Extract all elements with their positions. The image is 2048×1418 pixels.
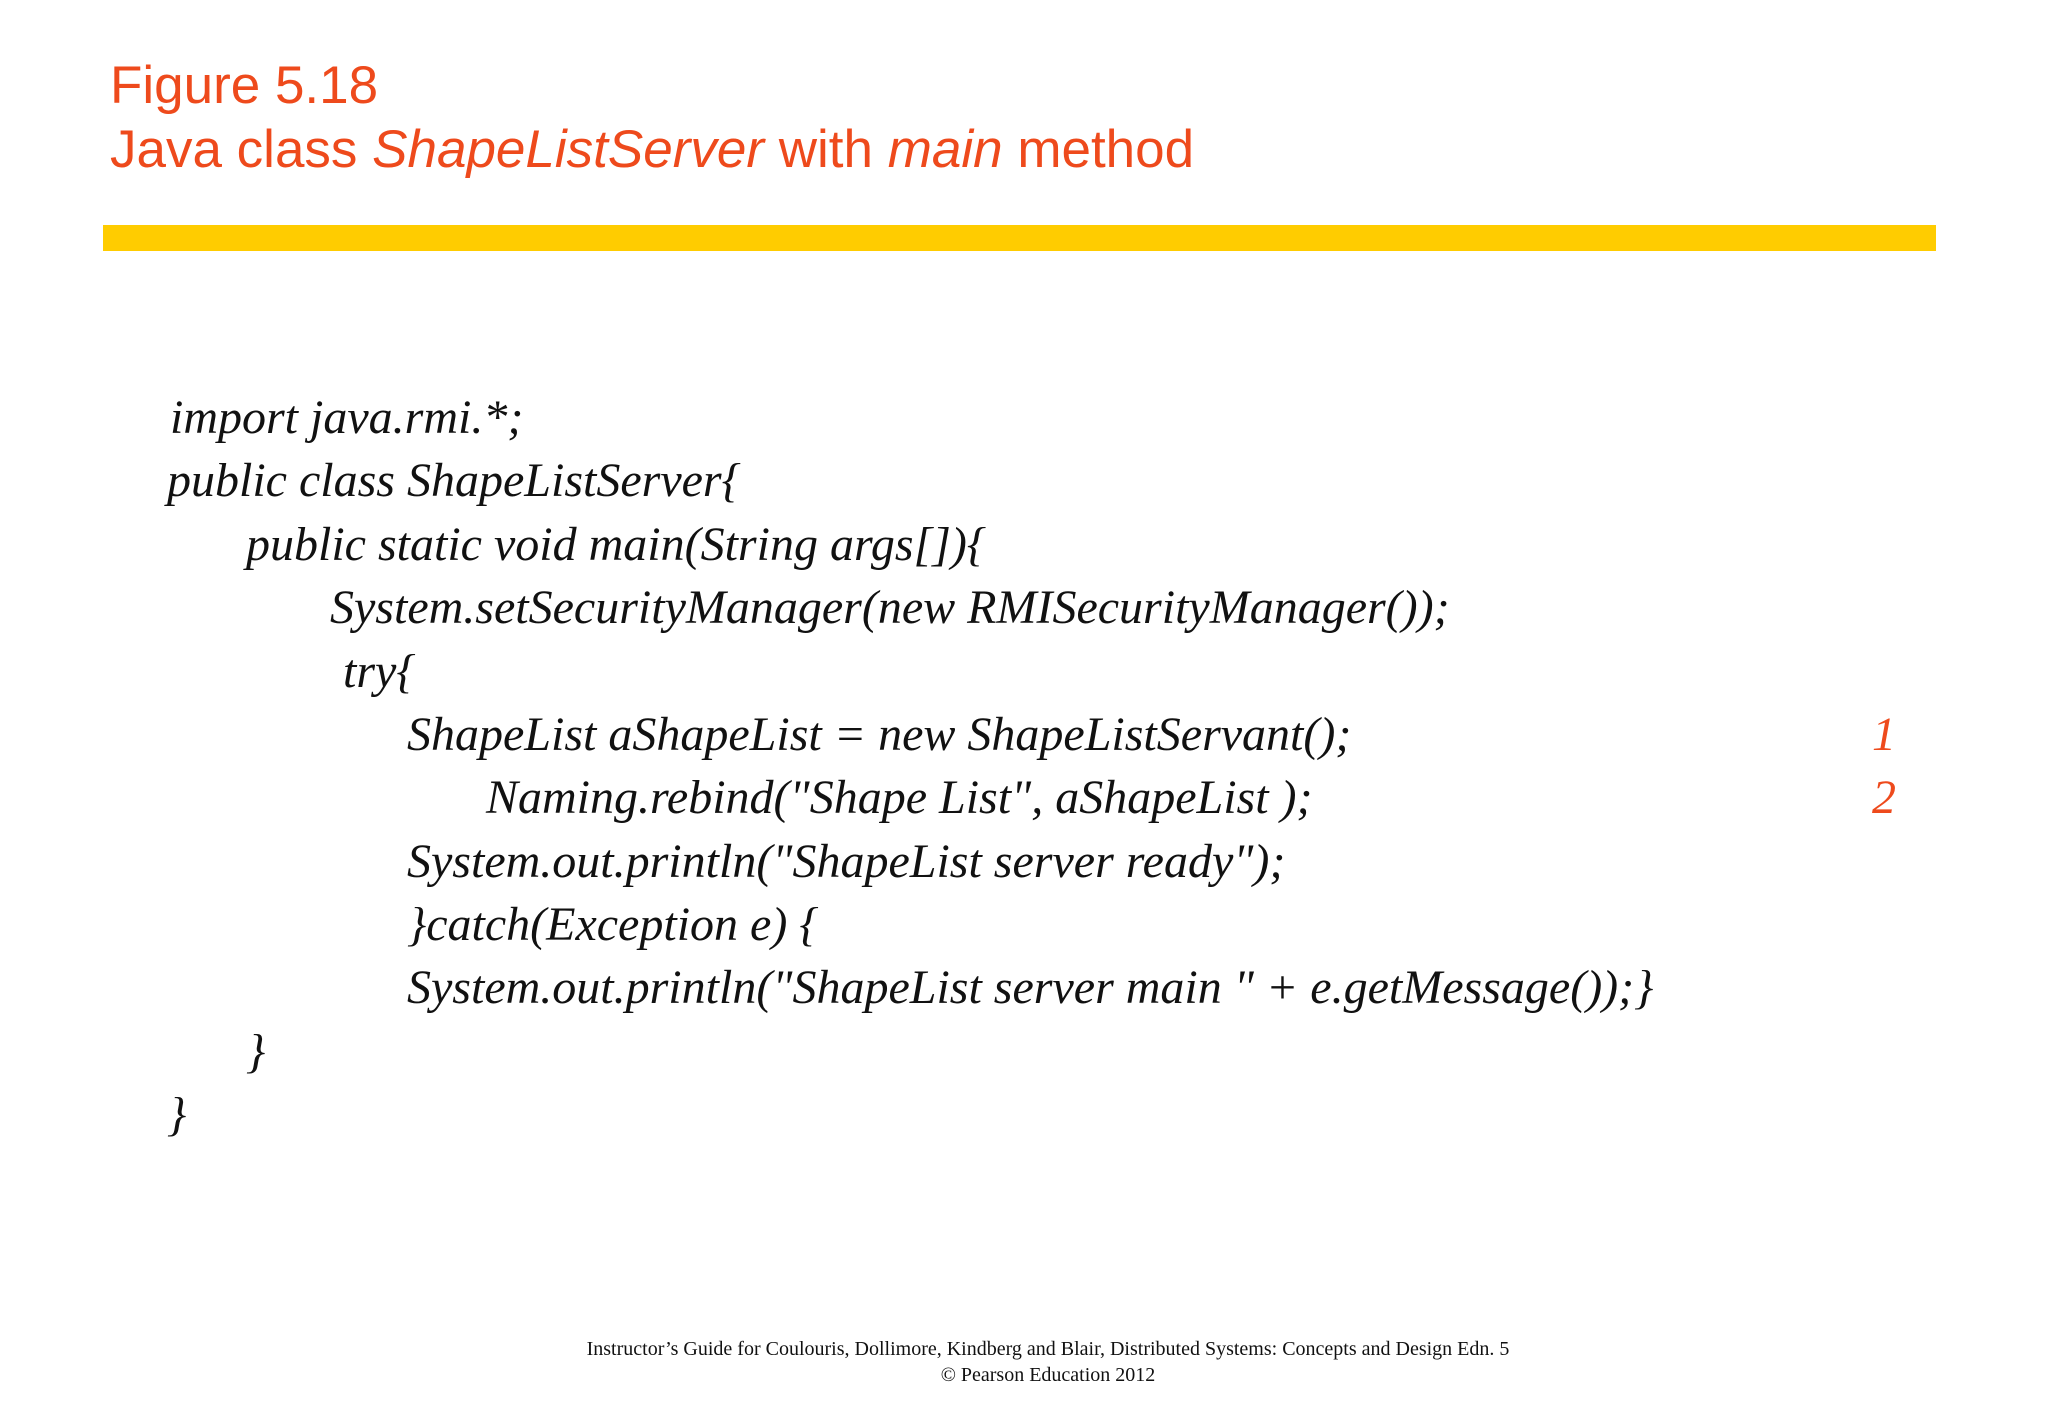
line-marker-2: 2 [1872,771,1896,824]
code-line-11: } [246,1025,266,1078]
code-line-2: public class ShapeListServer{ [167,454,741,507]
code-line-4: System.setSecurityManager(new RMISecurityManager()); [330,581,1450,634]
code-line-7: Naming.rebind("Shape List", aShapeList ); [486,771,1313,824]
code-line-3: public static void main(String args[]){ [246,518,987,571]
footer-citation: Instructor’s Guide for Coulouris, Dollimore, Kindberg and Blair, Distributed Systems: Concepts and Design Edn. 5 [586,1338,1510,1360]
figure-caption [110,118,1194,182]
footer [0,1336,2048,1388]
code-line-9: }catch(Exception e) { [407,898,819,951]
code-line-10: System.out.println("ShapeList server main " + e.getMessage());} [407,961,1654,1014]
line-marker-1: 1 [1872,708,1896,761]
caption-class-name: ShapeListServer [372,120,764,179]
caption-middle: with [764,120,888,179]
code-line-6: ShapeList aShapeList = new ShapeListServant(); [407,708,1352,761]
code-line-12: } [167,1088,187,1141]
slide-title [110,54,1194,182]
code-line-8: System.out.println("ShapeList server ready"); [407,835,1286,888]
title-divider [103,225,1936,251]
code-line-1: import java.rmi.*; [170,391,524,444]
footer-copyright: © Pearson Education 2012 [940,1364,1156,1386]
code-line-5: try{ [343,645,416,698]
figure-label: Figure 5.18 [110,56,379,115]
caption-prefix: Java class [110,120,373,179]
caption-method-name: main [887,120,1003,179]
caption-suffix: method [1002,120,1195,179]
